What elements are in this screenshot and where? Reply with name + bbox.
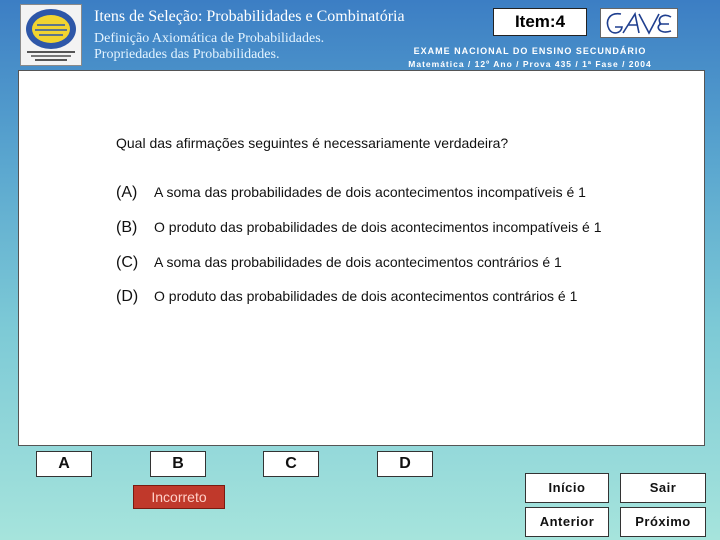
exam-name: EXAME NACIONAL DO ENSINO SECUNDÁRIO <box>413 46 647 56</box>
option-a <box>116 184 586 202</box>
gave-logo <box>600 8 678 38</box>
option-a-text: A soma das probabilidades de dois acontecimentos incompatíveis é 1 <box>154 184 586 200</box>
option-b-letter: (B) <box>116 219 138 236</box>
gave-logo-graphic <box>601 9 677 37</box>
option-c-text: A soma das probabilidades de dois acontecimentos contrários é 1 <box>154 254 562 270</box>
exam-details: Matemática / 12º Ano / Prova 435 / 1ª Fase / 2004 <box>408 59 652 69</box>
option-b-text: O produto das probabilidades de dois acontecimentos incompatíveis é 1 <box>154 219 602 235</box>
previous-button[interactable]: Anterior <box>525 507 609 537</box>
option-d <box>116 288 577 306</box>
school-logo-graphic <box>21 5 81 65</box>
home-button[interactable]: Início <box>525 473 609 503</box>
school-logo <box>20 4 82 66</box>
answer-a-button[interactable]: A <box>36 451 92 477</box>
item-number-badge: Item:4 <box>493 8 587 36</box>
answer-d-button[interactable]: D <box>377 451 433 477</box>
option-b <box>116 219 602 237</box>
topic-line-1: Definição Axiomática de Probabilidades. <box>94 31 325 46</box>
topic-line-2: Propriedades das Probabilidades. <box>94 47 280 62</box>
answer-b-button[interactable]: B <box>150 451 206 477</box>
answer-c-button[interactable]: C <box>263 451 319 477</box>
next-button[interactable]: Próximo <box>620 507 706 537</box>
option-d-letter: (D) <box>116 288 139 305</box>
option-a-letter: (A) <box>116 184 138 201</box>
page-title: Itens de Seleção: Probabilidades e Combinatória <box>94 8 405 25</box>
question-prompt: Qual das afirmações seguintes é necessariamente verdadeira? <box>116 135 509 151</box>
option-c-letter: (C) <box>116 254 139 271</box>
feedback-incorrect-badge: Incorreto <box>133 485 225 509</box>
exit-button[interactable]: Sair <box>620 473 706 503</box>
option-c <box>116 254 562 272</box>
option-d-text: O produto das probabilidades de dois acontecimentos contrários é 1 <box>154 288 578 304</box>
